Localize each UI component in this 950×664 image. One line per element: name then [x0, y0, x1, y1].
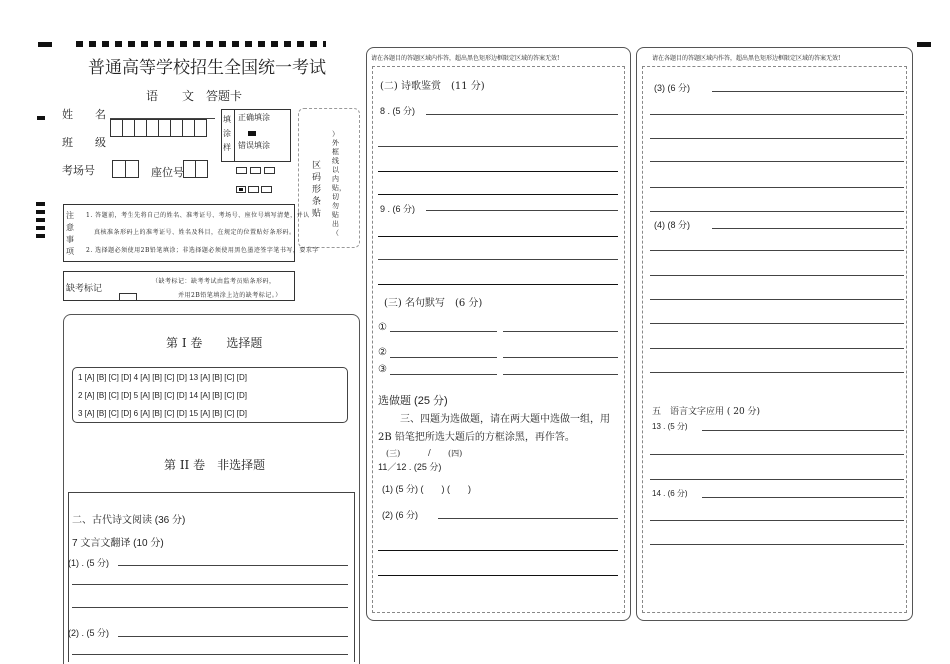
q14-answer-line-1[interactable]: [702, 497, 904, 498]
absent-note-1: （缺考标记：缺考考试由监考员贴条形码，: [152, 278, 276, 285]
q11-2-answer-line-1[interactable]: [438, 518, 618, 519]
quote-1-marker: ①: [378, 322, 387, 333]
absent-note-2: 并用2B铅笔填涂上边的缺考标记。）: [178, 292, 282, 299]
q4-answer-line-7[interactable]: [650, 372, 904, 373]
fill-example-divider: [234, 109, 235, 162]
q13-answer-line-3[interactable]: [650, 479, 904, 480]
q9-label: 9 . (6 分): [380, 204, 416, 214]
notes-line-1: 1. 答题前，考生先将自己的姓名、准考证号、考场号、座位号填写清楚，并认: [86, 212, 310, 219]
q8-answer-line-2[interactable]: [378, 146, 618, 147]
elective-option-4[interactable]: (四): [448, 449, 463, 458]
notes-line-3: 2. 选择题必须使用2B铅笔填涂；非选择题必须使用黑色墨迹签字笔书写，要求字: [86, 247, 319, 254]
fill-example-side-label: 填 涂 样: [223, 115, 239, 152]
quotes-section-title: (三) 名句默写 (6 分): [384, 298, 483, 309]
timing-marks-top: [76, 41, 326, 47]
notes-line-2: 真核准条形码上的准考证号、姓名及科目，在规定的位置贴好条形码。: [94, 229, 296, 236]
q14-label: 14 . (6 分): [652, 489, 688, 498]
choice-row-1[interactable]: 1 [A] [B] [C] [D] 4 [A] [B] [C] [D] 13 [A] [B] [C] [D]: [78, 373, 247, 382]
room-field[interactable]: [112, 160, 138, 182]
section-classical-reading: 二、古代诗文阅读 (36 分): [72, 515, 186, 526]
quote-2-marker: ②: [378, 347, 387, 358]
class-label: 班 级: [62, 136, 106, 149]
poetry-section-title: (二) 诗歌鉴赏 (11 分): [380, 81, 485, 92]
class-field[interactable]: [110, 119, 206, 137]
q7-1-answer-line-2[interactable]: [72, 584, 348, 585]
q4-answer-line-1[interactable]: [712, 228, 904, 229]
q11-2-answer-line-3[interactable]: [378, 575, 618, 576]
wrong-fill-samples: [236, 159, 275, 178]
barcode-area: [298, 108, 360, 248]
registration-mark-top-left: [38, 42, 52, 47]
q3-answer-line-2[interactable]: [650, 114, 904, 115]
seat-label: 座位号: [151, 166, 184, 179]
part2-title: 第 II 卷 非选择题: [164, 458, 266, 472]
name-label: 姓 名: [62, 108, 106, 121]
wrong-fill-label: 错误填涂: [238, 141, 270, 150]
right-warning: 请在各题目的答题区域内作答，超出黑色矩形边框限定区域的答案无效!: [652, 55, 841, 62]
q8-label: 8 . (5 分): [380, 106, 416, 116]
q11-label: 11／12 . (25 分): [378, 462, 442, 472]
q7-2-answer-line-2[interactable]: [72, 654, 348, 655]
q13-answer-line-1[interactable]: [702, 430, 904, 431]
language-section-title: 五 语言文字应用 ( 20 分): [652, 407, 761, 417]
seat-field[interactable]: [183, 160, 207, 182]
quote-2-line-a[interactable]: [390, 357, 497, 358]
part1-title: 第 I 卷 选择题: [166, 336, 263, 350]
q11-2-label: (2) (6 分): [382, 510, 419, 520]
q3-label: (3) (6 分): [654, 83, 691, 93]
q3-answer-line-1[interactable]: [712, 91, 904, 92]
q4-label: (4) (8 分): [654, 220, 691, 230]
elective-option-slash: /: [428, 448, 431, 457]
elective-option-3[interactable]: (三): [386, 449, 401, 458]
q7-1-answer-line-1[interactable]: [118, 565, 348, 566]
q8-answer-line-3[interactable]: [378, 171, 618, 172]
q9-answer-line-4[interactable]: [378, 284, 618, 285]
q8-answer-line-4[interactable]: [378, 194, 618, 195]
exam-title: 普通高等学校招生全国统一考试: [88, 58, 326, 78]
q7-1-answer-line-3[interactable]: [72, 607, 348, 608]
correct-fill-label: 正确填涂: [238, 113, 270, 122]
q9-answer-line-3[interactable]: [378, 259, 618, 260]
q11-1-label: (1) (5 分) ( ) ( ): [382, 484, 471, 494]
q4-answer-line-4[interactable]: [650, 299, 904, 300]
q14-answer-line-3[interactable]: [650, 544, 904, 545]
middle-answer-area: [372, 66, 625, 613]
quote-1-line-a[interactable]: [390, 331, 497, 332]
q13-answer-line-2[interactable]: [650, 454, 904, 455]
right-answer-area: [642, 66, 907, 613]
q3-answer-line-3[interactable]: [650, 138, 904, 139]
notes-label: 注 意 事 项: [66, 211, 82, 256]
q4-answer-line-3[interactable]: [650, 275, 904, 276]
elective-instruction-1: 三、四题为选做题，请在两大题中选做一组，用: [400, 414, 610, 425]
choice-row-2[interactable]: 2 [A] [B] [C] [D] 5 [A] [B] [C] [D] 14 [A] [B] [C] [D]: [78, 391, 247, 400]
q7-1-label: (1) . (5 分): [68, 558, 110, 568]
quote-3-marker: ③: [378, 364, 387, 375]
q4-answer-line-6[interactable]: [650, 348, 904, 349]
wrong-fill-samples-2: [236, 178, 272, 197]
q7-2-label: (2) . (5 分): [68, 628, 110, 638]
elective-instruction-2: 2B 铅笔把所选大题后的方框涂黑，再作答。: [378, 432, 575, 443]
absent-checkbox[interactable]: [119, 293, 137, 301]
q4-answer-line-2[interactable]: [650, 250, 904, 251]
registration-mark-top-right: [917, 42, 931, 47]
absent-label: 缺考标记: [66, 284, 103, 294]
q11-2-answer-line-2[interactable]: [378, 550, 618, 551]
timing-marks-left: [36, 202, 45, 238]
q7-label: 7 文言文翻译 (10 分): [72, 538, 164, 549]
quote-3-line-b[interactable]: [503, 374, 618, 375]
q9-answer-line-1[interactable]: [426, 210, 618, 211]
elective-title: 选做题 (25 分): [378, 395, 448, 407]
registration-mark-left: [37, 116, 45, 120]
choice-row-3[interactable]: 3 [A] [B] [C] [D] 6 [A] [B] [C] [D] 15 [A] [B] [C] [D]: [78, 409, 247, 418]
q8-answer-line-1[interactable]: [426, 114, 618, 115]
middle-warning: 请在各题目的答题区域内作答，超出黑色矩形边框限定区域的答案无效!: [371, 55, 560, 62]
q4-answer-line-5[interactable]: [650, 323, 904, 324]
barcode-label: 区码形条贴: [312, 161, 322, 219]
barcode-note: ）外框线以内贴，切勿贴出（: [332, 130, 346, 237]
room-label: 考场号: [62, 164, 95, 177]
q9-answer-line-2[interactable]: [378, 236, 618, 237]
q3-answer-line-5[interactable]: [650, 187, 904, 188]
quote-2-line-b[interactable]: [503, 357, 618, 358]
exam-subtitle: 语 文 答题卡: [146, 89, 243, 103]
correct-fill-sample: [248, 131, 256, 136]
q13-label: 13 . (5 分): [652, 422, 688, 431]
q3-answer-line-6[interactable]: [650, 211, 904, 212]
quote-1-line-b[interactable]: [503, 331, 618, 332]
quote-3-line-a[interactable]: [390, 374, 497, 375]
q7-2-answer-line-1[interactable]: [118, 636, 348, 637]
q3-answer-line-4[interactable]: [650, 161, 904, 162]
q14-answer-line-2[interactable]: [650, 520, 904, 521]
